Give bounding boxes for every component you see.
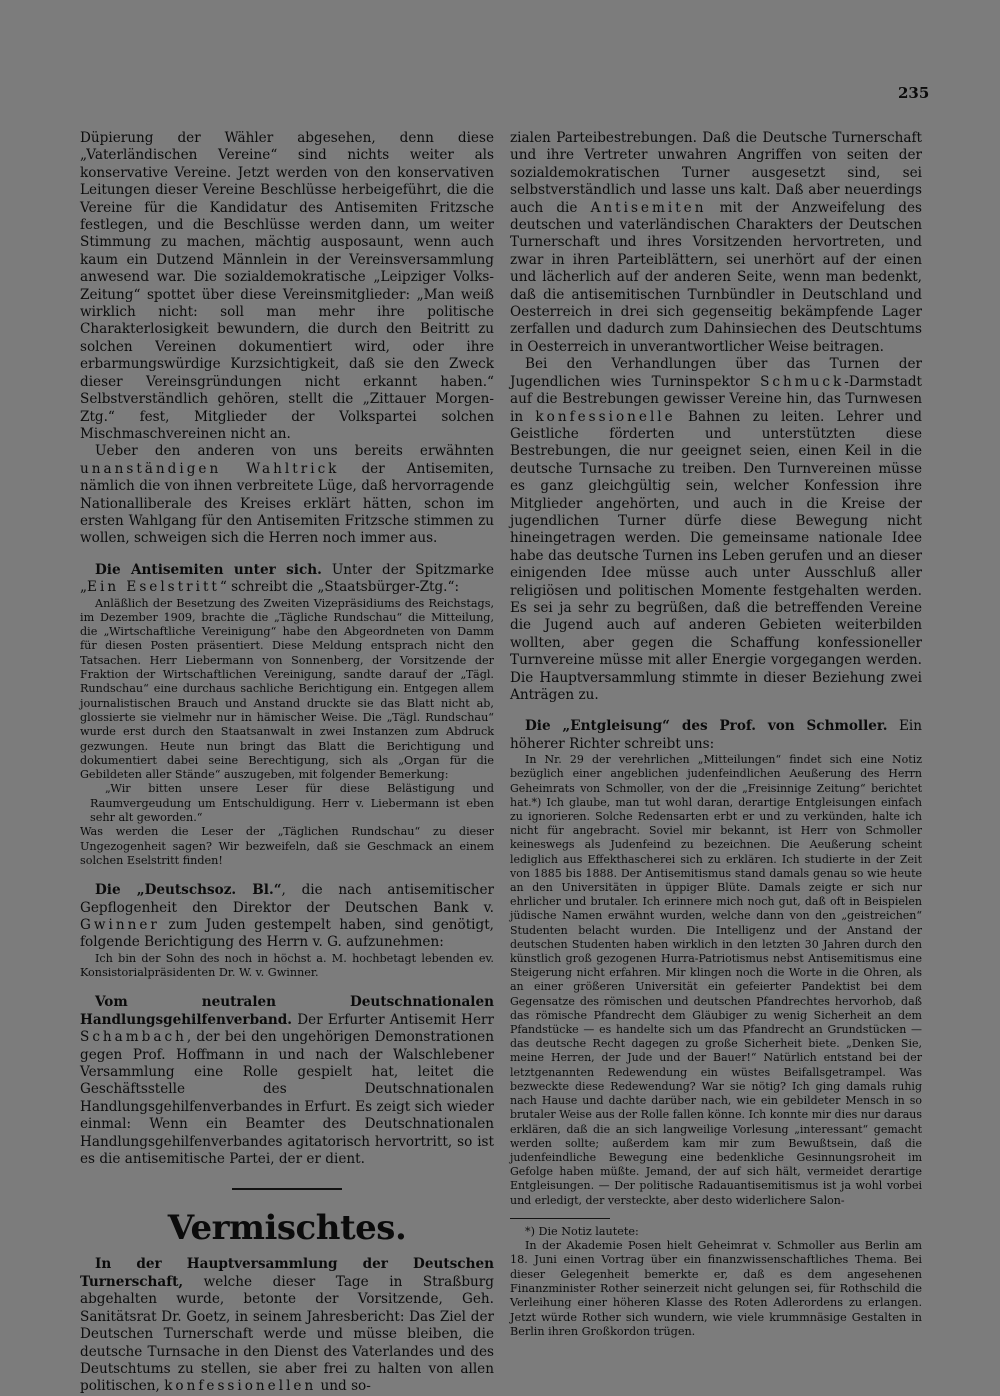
- quote: „Wir bitten unsere Leser für diese Belästigung und Raumvergeudung um Entschuldigung. Herr v. Liebermann ist eben sehr alt geworden.“: [90, 782, 494, 825]
- paragraph: Bei den Verhandlungen über das Turnen der Jugendlichen wies Turninspektor Schmuck-Darmstadt auf die Bestrebungen gewisser Vereine hin, das Turnwesen in konfessionelle Bahnen zu leiten. Lehrer und Geistliche förderten und unterstützten diese Bestrebungen, die nur geeignet seien, einen Keil in die deutsche Turnsache zu treiben. Den Turnvereinen müsse es ganz gleichgültig sein, welcher Konfession ihre Mitglieder angehörten, und auch in die Kreise der jugendlichen Turner dürfe diese Bewegung nicht hineingetragen werden. Die gemeinsame nationale Idee habe das deutsche Turnen ins Leben gerufen und an dieser einigenden Idee müsse auch unter Ausschluß aller religiösen und politischen Momente festgehalten werden. Es sei ja sehr zu begrüßen, daß die betreffenden Vereine die Jugend auch auf anderen Gebieten weiterbilden wollten, aber gegen die Schaffung konfessioneller Turnvereine müsse mit aller Energie vorgegangen werden. Die Hauptversammlung stimmte in dieser Beziehung zwei Anträgen zu.: [510, 356, 922, 703]
- article-heading: Vom neutralen Deutschnationalen Handlungsgehilfenverband.: [80, 994, 494, 1028]
- footnote-divider: [510, 1218, 610, 1219]
- article-entgleisung-schmoller: Die „Entgleisung“ des Prof. von Schmoller. Ein höherer Richter schreibt uns:: [510, 718, 922, 752]
- quote: Was werden die Leser der „Täglichen Rundschau“ zu dieser Ungezogenheit sagen? Wir bezweifeln, daß sie Geschmack an einem solchen Eselstritt finden!: [80, 825, 494, 867]
- footnote-text: In der Akademie Posen hielt Geheimrat v. Schmoller aus Berlin am 18. Juni einen Vortrag über ein finanzwissenschaftliches Thema. Bei dieser Gelegenheit bemerkte er, daß es dem angesehenen Finanzminister Rother seinerzeit nicht gelungen sei, für Rothschild die Verleihung einer höheren Klasse des Roten Adlerordens zu erlangen. Jetzt würde Rother sich wundern, wie viele krummnäsige Gestalten in Berlin ihren Großkordon trügen.: [510, 1239, 922, 1338]
- section-title: Vermischtes.: [167, 1208, 407, 1249]
- article-handlungsgehilfenverband: Vom neutralen Deutschnationalen Handlungsgehilfenverband. Der Erfurter Antisemit Herr Schambach, der bei den ungehörigen Demonstrationen gegen Prof. Hoffmann in und nach der Walschlebener Versammlung eine Rolle gespielt hat, leitet die Geschäftsstelle des Deutschnationalen Handlungsgehilfenverbandes in Erfurt. Es zeigt sich wieder einmal: Wenn ein Beamter des Deutschnationalen Handlungsgehilfenverbandes agitatorisch hervortritt, so ist es die antisemitische Partei, der er dient.: [80, 994, 494, 1168]
- paragraph: Ueber den anderen von uns bereits erwähnten unanständigen Wahltrick der Antisemiten, nämlich die von ihnen verbreitete Lüge, daß hervorragende Nationalliberale des Kreises erklärt hätten, schon im ersten Wahlgang für den Antisemiten Fritzsche stimmen zu wollen, schweigen sich die Herren noch immer aus.: [80, 443, 494, 547]
- quote: Ich bin der Sohn des noch in höchst a. M. hochbetagt lebenden ev. Konsistorialpräsidenten Dr. W. v. Gwinner.: [80, 951, 494, 980]
- paragraph: zialen Parteibestrebungen. Daß die Deutsche Turnerschaft und ihre Vertreter unwahren Angriffen von seiten der sozialdemokratischen Turner ausgesetzt sind, sei selbstverständlich und lasse uns kalt. Daß aber neuerdings auch die Antisemiten mit der Anzweifelung des deutschen und vaterländischen Charakters der Deutschen Turnerschaft und ihres Vorsitzenden hervortreten, und zwar in ihren Parteiblättern, sei unerhört auf der einen und lächerlich auf der anderen Seite, wenn man bedenkt, daß die antisemitischen Turnbündler in Deutschland und Oesterreich in drei sich gegenseitig bekämpfende Lager zerfallen und dadurch zum Dahinsiechen des Deutschtums in Oesterreich in unverantwortlicher Weise beitragen.: [510, 130, 922, 355]
- article-heading: Die „Entgleisung“ des Prof. von Schmoller.: [525, 718, 888, 735]
- quote: Anläßlich der Besetzung des Zweiten Vizepräsidiums des Reichstags, im Dezember 1909, brachte die „Tägliche Rundschau“ die Mitteilung, die „Wirtschaftliche Vereinigung“ habe den Abgeordneten von Damm für diesen Posten präsentiert. Diese Meldung entsprach nicht den Tatsachen. Herr Liebermann von Sonnenberg, der Vorsitzende der Fraktion der Wirtschaftlichen Vereinigung, sandte darauf der „Tägl. Rundschau“ eine durchaus sachliche Berichtigung ein. Entgegen allem journalistischen Brauch und Anstand druckte sie das Blatt nicht ab, glossierte sie vielmehr nur in hämischer Weise. Die „Tägl. Rundschau“ wurde erst durch den Staatsanwalt in zwei Instanzen zum Abdruck gezwungen. Heute nun bringt das Blatt die Berichtigung und dokumentiert dabei seine Berechtigung, sich als „Organ für die Gebildeten aller Stände“ auszugeben, mit folgender Bemerkung:: [80, 596, 494, 782]
- article-heading: In der Hauptversammlung der Deutschen Turnerschaft,: [80, 1256, 494, 1290]
- section-divider: [232, 1188, 342, 1190]
- footnote-label: *) Die Notiz lautete:: [525, 1224, 639, 1238]
- article-heading: Die Antisemiten unter sich.: [95, 561, 322, 578]
- paragraph: Düpierung der Wähler abgesehen, denn diese „Vaterländischen Vereine“ sind nichts weiter als konservative Vereine. Jetzt werden von den konservativen Leitungen dieser Vereine Beschlüsse herbeigeführt, die die Vereine für die Kandidatur des Antisemiten Fritzsche festlegen, und die Beschlüsse werden dann, um weiter Stimmung zu machen, mächtig ausposaunt, wenn auch kaum ein Dutzend Männlein in der Vereinsversammlung anwesend war. Die sozialdemokratische „Leipziger Volks-Zeitung“ spottet über diese Vereinsmitglieder: „Man weiß wirklich nicht: soll man mehr ihre politische Charakterlosigkeit bewundern, die durch den Beitritt zu solchen Vereinen dokumentiert wird, oder ihre erbarmungswürdige Kurzsichtigkeit, daß sie den Zweck dieser Vereinsgründungen nicht erkannt haben.“ Selbstverständlich gehören, stellt die „Zittauer Morgen-Ztg.“ fest, Mitglieder der Volkspartei solchen Mischmaschvereinen nicht an.: [80, 130, 494, 442]
- page-number: 235: [898, 84, 930, 102]
- article-antisemiten-unter-sich: Die Antisemiten unter sich. Unter der Spitzmarke „Ein Eselstritt“ schreibt die „Staatsbürger-Ztg.“:: [80, 561, 494, 596]
- letter-text: In Nr. 29 der verehrlichen „Mitteilungen“ findet sich eine Notiz bezüglich einer angeblichen judenfeindlichen Aeußerung des Herrn Geheimrats von Schmoller, von der die „Freisinnige Zeitung“ berichtet hat.*) Ich glaube, man tut wohl daran, derartige Entgleisungen einfach zu ignorieren. Solche Redensarten erbt er und zu verkünden, halte ich nicht für angebracht. Soviel mir bekannt, ist Herr von Schmoller keineswegs als Judenfeind zu bezeichnen. Die Aeußerung scheint lediglich aus Effekthascherei sich zu erklären. Ich studierte in der Zeit von 1885 bis 1888. Der Antisemitismus stand damals genau so wie heute an den Universitäten in üppiger Blüte. Damals zeigte er sich nur ehrlicher und brutaler. Ich erinnere mich noch gut, daß oft in Beispielen jüdische Namen erwähnt wurden, welche dann von den „geistreichen“ Studenten belacht wurden. Die Intelligenz und der Anstand der deutschen Studenten haben wirklich in den letzten 30 Jahren durch den künstlich groß gezogenen Hurra-Patriotismus nebst Antisemitismus eine Steigerung nicht erfahren. Mir klingen noch die Worte in die Ohren, als an einer größeren Universität ein gefeierter Pandektist bei dem Gegensatze des römischen und deutschen Pfandrechtes hervorhob, daß das römische Pfandrecht dem Gläubiger zu wenig Sicherheit an dem Pfandstücke — es handelte sich um das Pfandrecht an Grundstücken — das deutsche Recht dagegen zu große Sicherheit biete. „Denken Sie, meine Herren, der Jude und der Bauer!“ Natürlich entstand bei der letztgenannten Redewendung ein wüstes Beifallsgetrampel. Was bezweckte diese Redewendung? War sie nötig? Ich ging damals ruhig nach Hause und dachte darüber nach, wie ein gebildeter Mensch in so brutaler Weise aus der Rolle fallen könne. Ich konnte mir dies nur daraus erklären, daß die an sich langweilige Vorlesung „interessant“ gemacht werden sollte; außerdem kam mir zum Bewußtsein, daß die judenfeindliche Bewegung eine bedenkliche Gesinnungsroheit im Gefolge haben müßte. Jemand, der auf sich hält, vermeidet derartige Entgleisungen. — Der politische Radauantisemitismus ist ja wohl vorbei und erledigt, der versteckte, aber desto widerlichere Salon-: [510, 753, 922, 1207]
- right-column: [510, 130, 922, 1339]
- article-deutschsoz-bl: Die „Deutschsoz. Bl.“, die nach antisemitischer Gepflogenheit den Direktor der Deutschen Bank v. Gwinner zum Juden gestempelt haben, sind genötigt, folgende Berichtigung des Herrn v. G. aufzunehmen:: [80, 882, 494, 951]
- article-heading: Die „Deutschsoz. Bl.“: [95, 882, 282, 899]
- article-turnerschaft: In der Hauptversammlung der Deutschen Turnerschaft, welche dieser Tage in Straßburg abgehalten wurde, betonte der Vorsitzende, Geh. Sanitätsrat Dr. Goetz, in seinem Jahresbericht: Das Ziel der Deutschen Turnerschaft werde und müsse bleiben, die deutsche Turnsache in den Dienst des Vaterlandes und des Deutschtums zu stellen, sie aber frei zu halten von allen politischen, konfessionellen und so-: [80, 1256, 494, 1395]
- left-column: [80, 130, 494, 1396]
